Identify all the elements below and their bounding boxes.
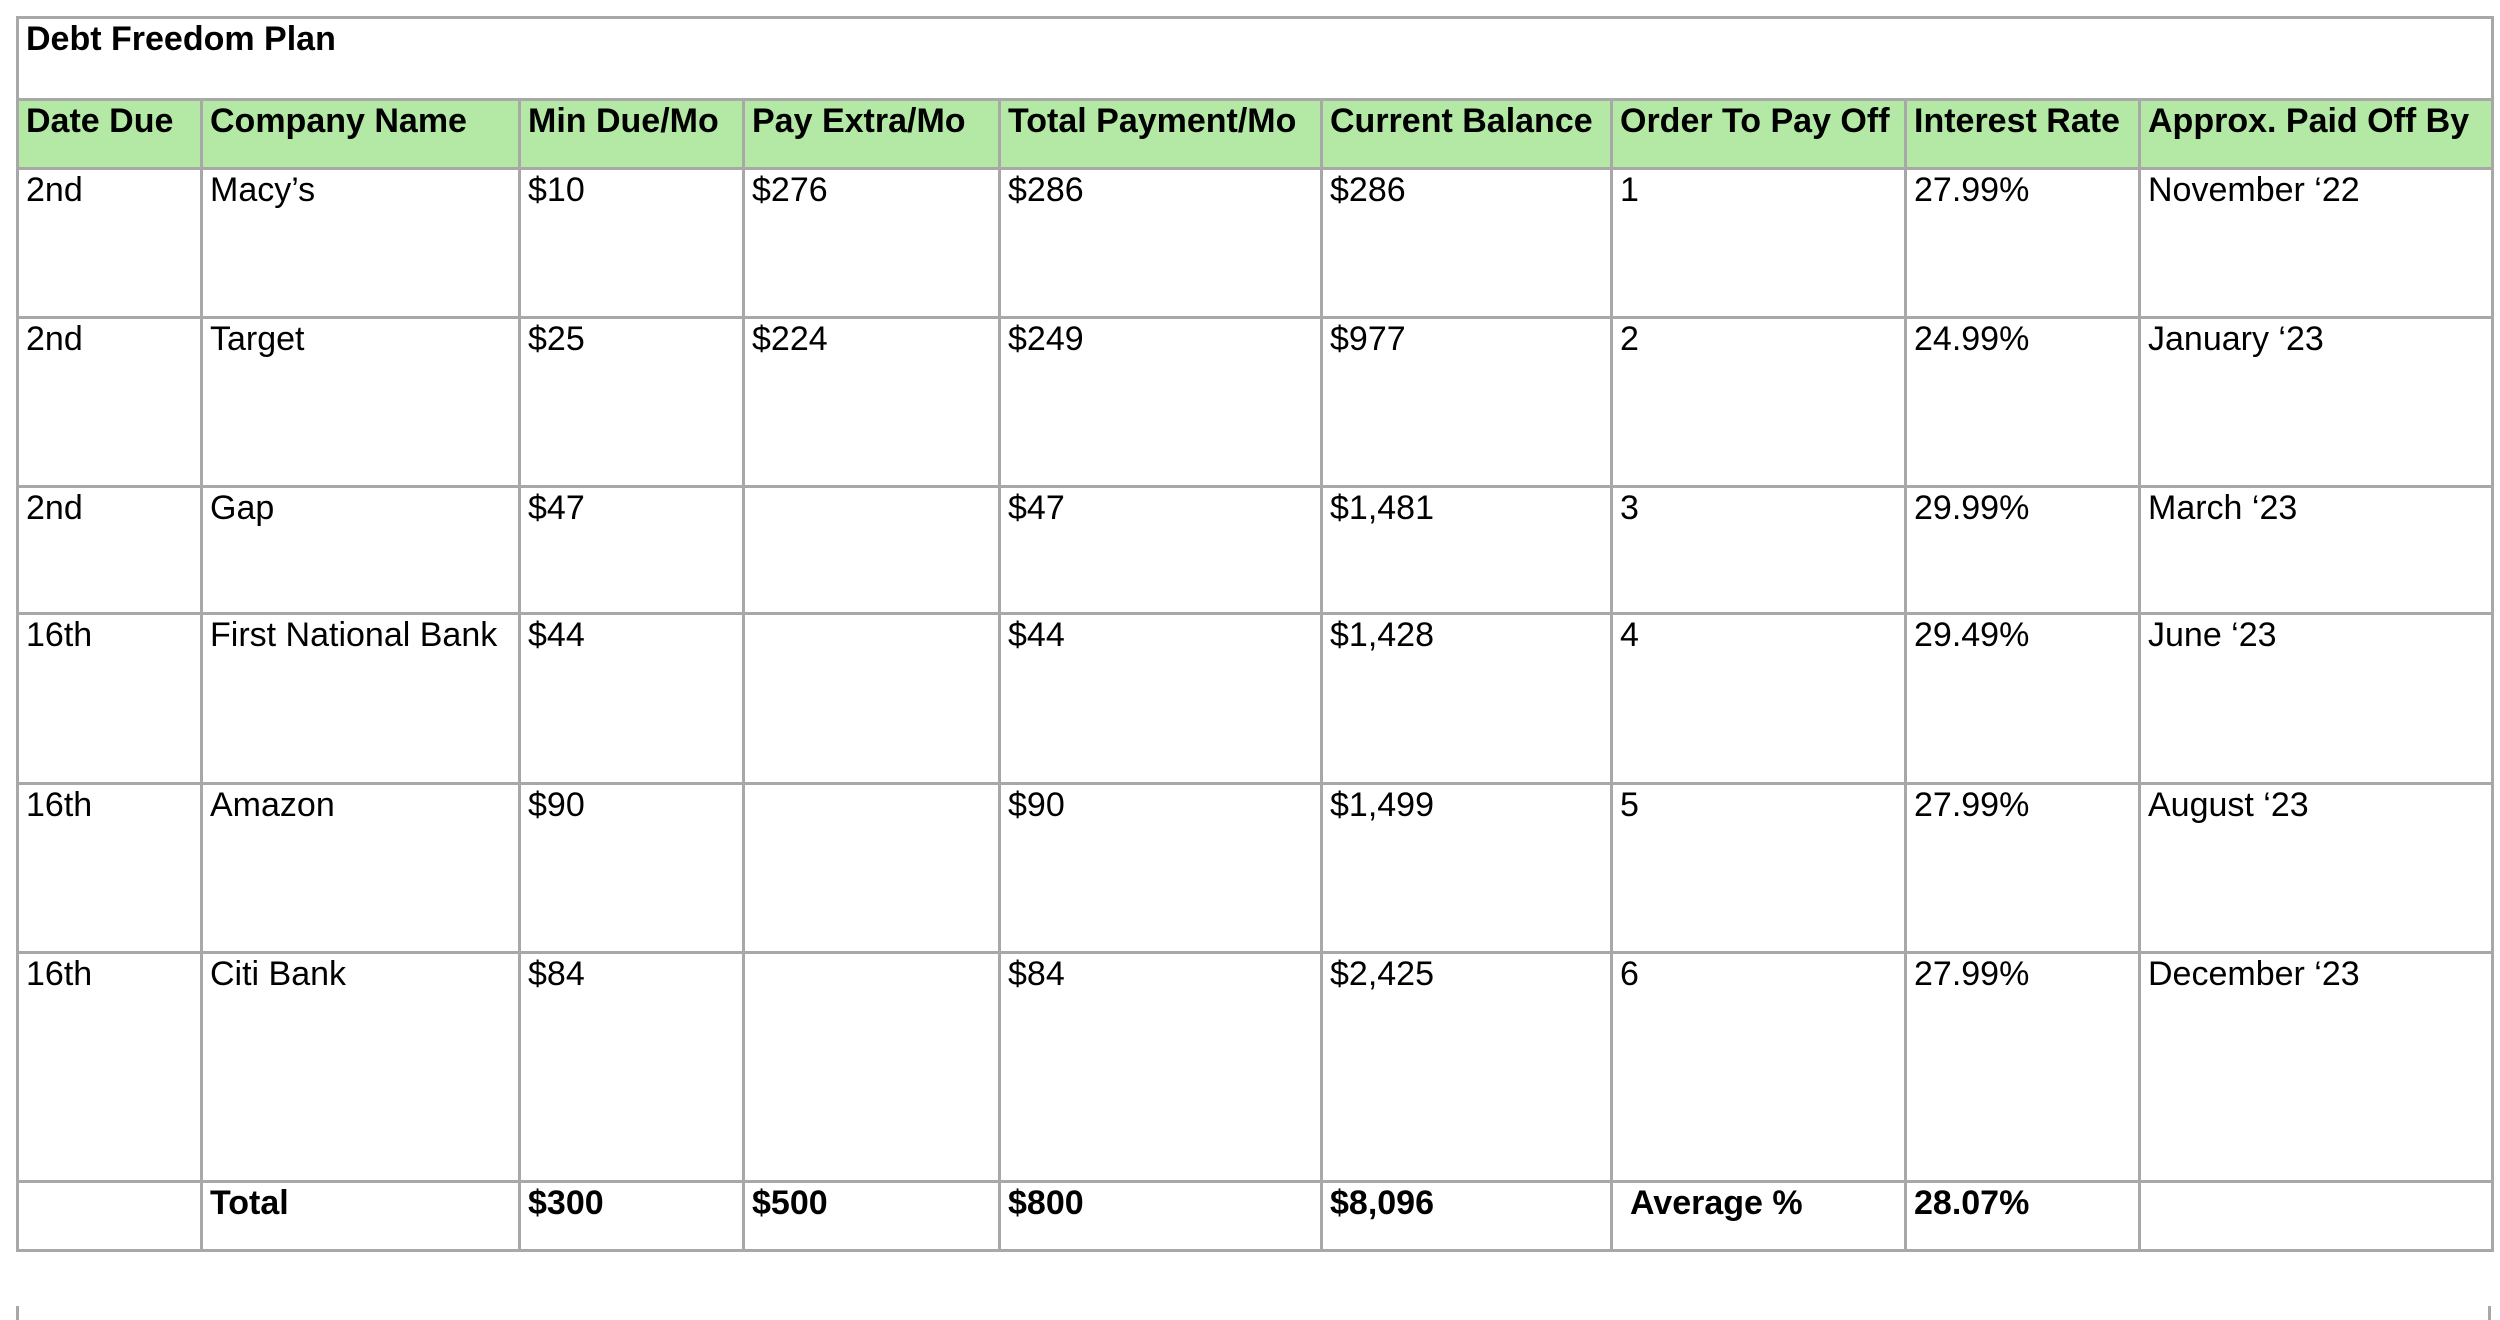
cell-pay-extra[interactable] xyxy=(744,953,1000,1182)
cell-order[interactable]: 5 xyxy=(1612,784,1906,953)
cell-interest-rate[interactable]: 29.49% xyxy=(1906,614,2140,784)
cell-paid-off-by[interactable]: January ‘23 xyxy=(2140,318,2493,487)
cell-interest-rate[interactable]: 27.99% xyxy=(1906,169,2140,318)
cell-company-name[interactable]: Macy’s xyxy=(202,169,520,318)
cell-date-due[interactable]: 16th xyxy=(18,784,202,953)
cell-interest-rate[interactable]: 29.99% xyxy=(1906,487,2140,614)
totals-row xyxy=(18,1182,2493,1251)
cell-company-name[interactable]: Amazon xyxy=(202,784,520,953)
table-row xyxy=(18,953,2493,1182)
cell-current-balance[interactable]: $2,425 xyxy=(1322,953,1612,1182)
cell-company-name[interactable]: Target xyxy=(202,318,520,487)
column-header-pay-extra[interactable]: Pay Extra/Mo xyxy=(744,100,1000,169)
cell-date-due[interactable]: 2nd xyxy=(18,487,202,614)
totals-total-payment[interactable]: $800 xyxy=(1000,1182,1322,1251)
cell-paid-off-by[interactable]: June ‘23 xyxy=(2140,614,2493,784)
cell-order[interactable]: 4 xyxy=(1612,614,1906,784)
cell-pay-extra[interactable] xyxy=(744,487,1000,614)
cell-pay-extra[interactable] xyxy=(744,614,1000,784)
header-row xyxy=(18,100,2493,169)
cell-min-due[interactable]: $47 xyxy=(520,487,744,614)
cell-pay-extra[interactable]: $224 xyxy=(744,318,1000,487)
cell-company-name[interactable]: Gap xyxy=(202,487,520,614)
totals-cell-paid-off-by[interactable] xyxy=(2140,1182,2493,1251)
table-row xyxy=(18,169,2493,318)
column-header-company-name[interactable]: Company Name xyxy=(202,100,520,169)
cell-current-balance[interactable]: $977 xyxy=(1322,318,1612,487)
totals-current-balance[interactable]: $8,096 xyxy=(1322,1182,1612,1251)
cell-min-due[interactable]: $84 xyxy=(520,953,744,1182)
table-row xyxy=(18,318,2493,487)
average-interest-rate[interactable]: 28.07% xyxy=(1906,1182,2140,1251)
totals-pay-extra[interactable]: $500 xyxy=(744,1182,1000,1251)
cell-pay-extra[interactable]: $276 xyxy=(744,169,1000,318)
cell-company-name[interactable]: First National Bank xyxy=(202,614,520,784)
totals-label[interactable]: Total xyxy=(202,1182,520,1251)
cell-total-payment[interactable]: $249 xyxy=(1000,318,1322,487)
column-header-min-due[interactable]: Min Due/Mo xyxy=(520,100,744,169)
cell-current-balance[interactable]: $1,499 xyxy=(1322,784,1612,953)
cell-paid-off-by[interactable]: August ‘23 xyxy=(2140,784,2493,953)
cell-current-balance[interactable]: $1,428 xyxy=(1322,614,1612,784)
table-row xyxy=(18,784,2493,953)
cell-total-payment[interactable]: $286 xyxy=(1000,169,1322,318)
cell-order[interactable]: 1 xyxy=(1612,169,1906,318)
cell-current-balance[interactable]: $1,481 xyxy=(1322,487,1612,614)
cell-min-due[interactable]: $10 xyxy=(520,169,744,318)
cell-min-due[interactable]: $44 xyxy=(520,614,744,784)
totals-min-due[interactable]: $300 xyxy=(520,1182,744,1251)
column-header-date-due[interactable]: Date Due xyxy=(18,100,202,169)
cell-paid-off-by[interactable]: March ‘23 xyxy=(2140,487,2493,614)
cell-paid-off-by[interactable]: November ‘22 xyxy=(2140,169,2493,318)
cell-order[interactable]: 2 xyxy=(1612,318,1906,487)
cell-current-balance[interactable]: $286 xyxy=(1322,169,1612,318)
debt-table xyxy=(16,16,2494,1252)
average-label[interactable]: Average % xyxy=(1612,1182,1906,1251)
cell-paid-off-by[interactable]: December ‘23 xyxy=(2140,953,2493,1182)
cell-total-payment[interactable]: $47 xyxy=(1000,487,1322,614)
cell-order[interactable]: 3 xyxy=(1612,487,1906,614)
next-row-strip xyxy=(16,1306,2491,1320)
cell-date-due[interactable]: 16th xyxy=(18,614,202,784)
totals-cell-date-due[interactable] xyxy=(18,1182,202,1251)
cell-date-due[interactable]: 16th xyxy=(18,953,202,1182)
cell-total-payment[interactable]: $90 xyxy=(1000,784,1322,953)
column-header-total-payment[interactable]: Total Payment/Mo xyxy=(1000,100,1322,169)
cell-interest-rate[interactable]: 27.99% xyxy=(1906,953,2140,1182)
cell-date-due[interactable]: 2nd xyxy=(18,318,202,487)
column-header-paid-off-by[interactable]: Approx. Paid Off By xyxy=(2140,100,2493,169)
cell-interest-rate[interactable]: 27.99% xyxy=(1906,784,2140,953)
column-header-order[interactable]: Order To Pay Off xyxy=(1612,100,1906,169)
cell-total-payment[interactable]: $44 xyxy=(1000,614,1322,784)
cell-min-due[interactable]: $90 xyxy=(520,784,744,953)
cell-company-name[interactable]: Citi Bank xyxy=(202,953,520,1182)
cell-date-due[interactable]: 2nd xyxy=(18,169,202,318)
table-body xyxy=(18,169,2493,1182)
column-header-interest-rate[interactable]: Interest Rate xyxy=(1906,100,2140,169)
cell-interest-rate[interactable]: 24.99% xyxy=(1906,318,2140,487)
table-row xyxy=(18,614,2493,784)
cell-min-due[interactable]: $25 xyxy=(520,318,744,487)
cell-order[interactable]: 6 xyxy=(1612,953,1906,1182)
table-row xyxy=(18,487,2493,614)
cell-total-payment[interactable]: $84 xyxy=(1000,953,1322,1182)
column-header-current-balance[interactable]: Current Balance xyxy=(1322,100,1612,169)
title-row xyxy=(18,18,2493,100)
sheet-title[interactable]: Debt Freedom Plan xyxy=(18,18,2493,100)
cell-pay-extra[interactable] xyxy=(744,784,1000,953)
